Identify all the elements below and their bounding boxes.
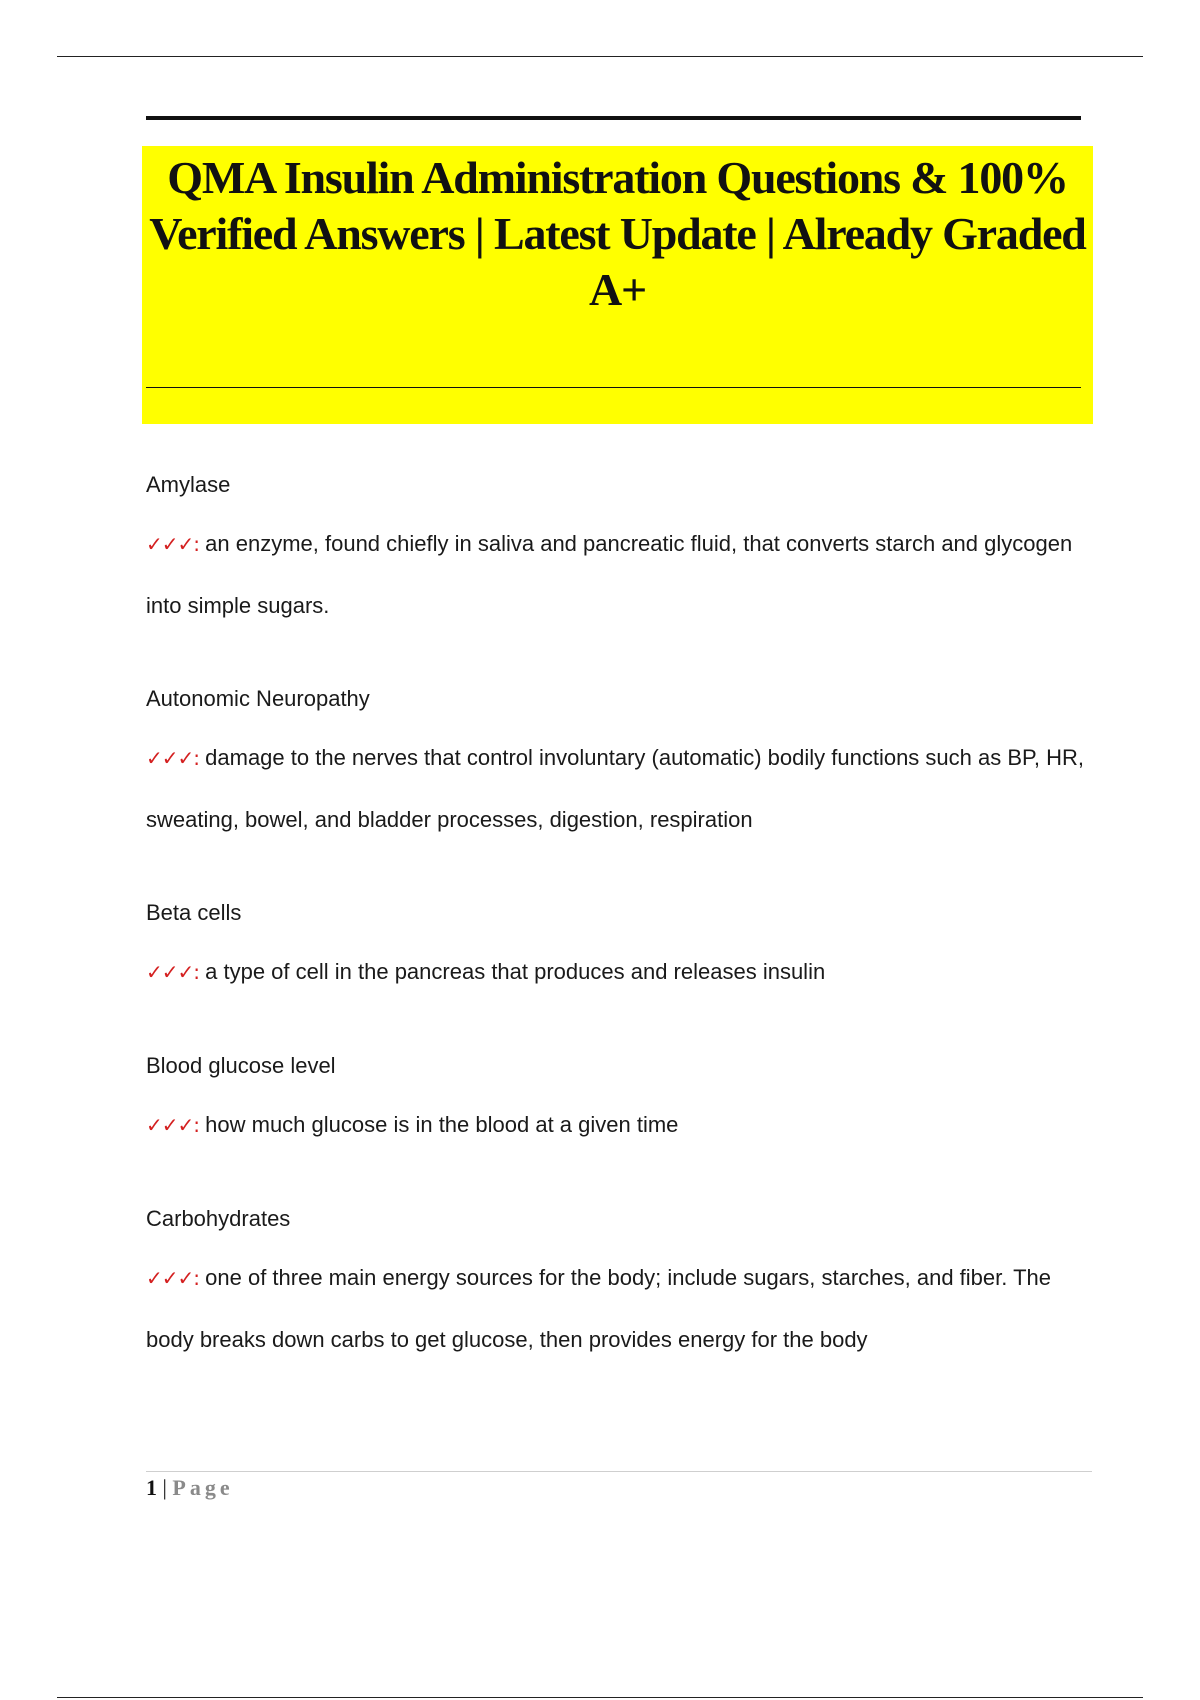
check-marks-icon: ✓✓✓: bbox=[146, 1266, 200, 1290]
qa-entry bbox=[146, 1051, 1096, 1156]
definition-text: damage to the nerves that control involuntary (automatic) bodily functions such as BP, HR, sweating, bowel, and bladder processes, digestion, respiration bbox=[146, 745, 1084, 832]
definition-text: a type of cell in the pancreas that produces and releases insulin bbox=[205, 959, 826, 984]
qa-entry bbox=[146, 898, 1096, 1003]
definition bbox=[146, 941, 1096, 1003]
definition bbox=[146, 1094, 1096, 1156]
qa-list bbox=[146, 470, 1096, 1418]
definition-text: how much glucose is in the blood at a given time bbox=[205, 1112, 679, 1137]
qa-entry bbox=[146, 684, 1096, 850]
title-underline bbox=[146, 387, 1081, 388]
term: Beta cells bbox=[146, 900, 242, 925]
title-top-rule bbox=[146, 116, 1081, 120]
term: Amylase bbox=[146, 472, 231, 497]
check-marks-icon: ✓✓✓: bbox=[146, 960, 200, 984]
check-marks-icon: ✓✓✓: bbox=[146, 1113, 200, 1137]
page-label: Page bbox=[172, 1475, 234, 1500]
term: Blood glucose level bbox=[146, 1053, 336, 1078]
term: Autonomic Neuropathy bbox=[146, 686, 370, 711]
qa-entry bbox=[146, 1204, 1096, 1370]
footer-rule bbox=[146, 1471, 1092, 1472]
qa-entry bbox=[146, 470, 1096, 636]
term: Carbohydrates bbox=[146, 1206, 291, 1231]
definition bbox=[146, 1247, 1096, 1370]
check-marks-icon: ✓✓✓: bbox=[146, 746, 200, 770]
page-bottom-rule bbox=[57, 1697, 1143, 1698]
definition-text: an enzyme, found chiefly in saliva and pancreatic fluid, that converts starch and glycogen into simple sugars. bbox=[146, 531, 1073, 618]
check-marks-icon: ✓✓✓: bbox=[146, 532, 200, 556]
definition bbox=[146, 727, 1096, 850]
footer-separator: | bbox=[162, 1475, 167, 1500]
definition bbox=[146, 513, 1096, 636]
page-number: 1 bbox=[146, 1475, 157, 1500]
page-top-rule bbox=[57, 56, 1143, 57]
page-footer bbox=[146, 1474, 234, 1502]
title-banner bbox=[142, 146, 1093, 424]
document-title: QMA Insulin Administration Questions & 100% Verified Answers | Latest Update | Already Graded A+ bbox=[149, 152, 1086, 315]
definition-text: one of three main energy sources for the body; include sugars, starches, and fiber. The body breaks down carbs to get glucose, then provides energy for the body bbox=[146, 1265, 1052, 1352]
